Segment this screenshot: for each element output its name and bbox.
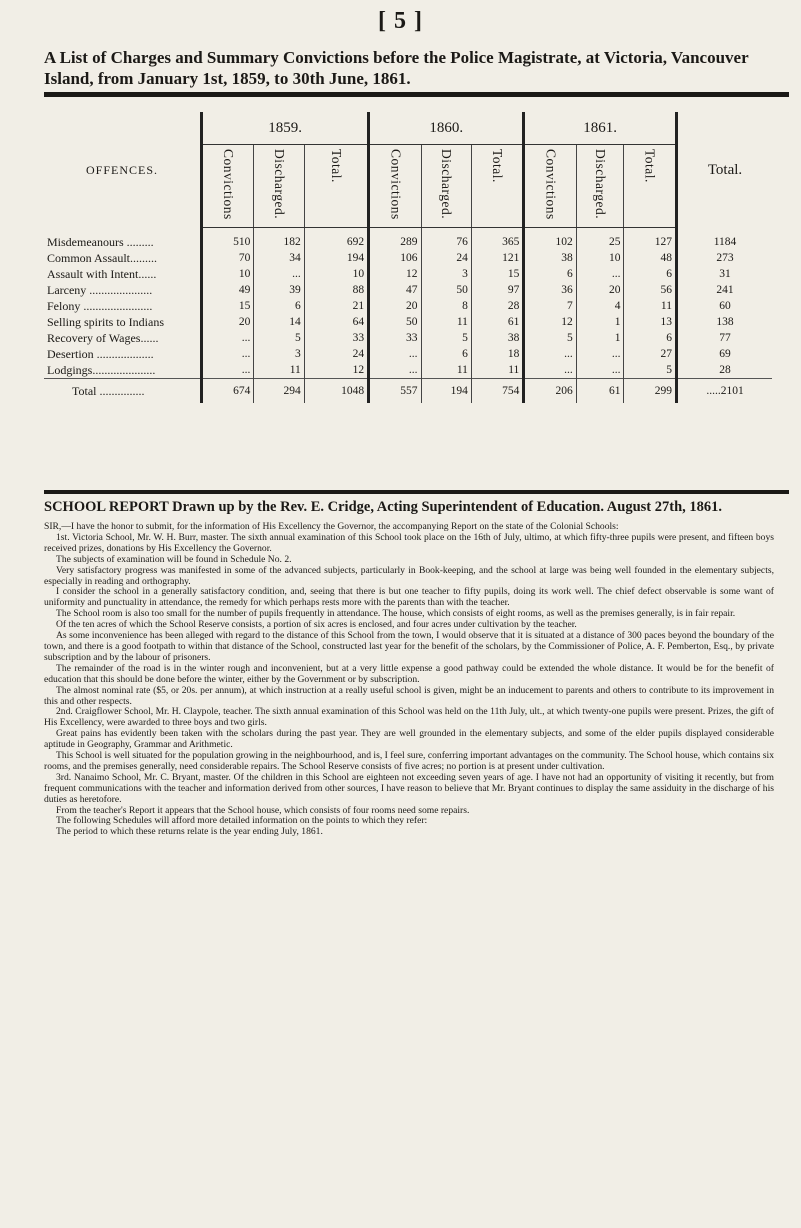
year-header-row — [44, 112, 772, 145]
table-cell: 3 — [254, 346, 304, 362]
table-cell: 88 — [304, 282, 368, 298]
table-cell: 12 — [304, 362, 368, 379]
table-cell: 10 — [202, 266, 254, 282]
table-cell: 34 — [254, 250, 304, 266]
table-cell: 11 — [421, 362, 471, 379]
table-cell: 5 — [254, 330, 304, 346]
table-cell: 8 — [421, 298, 471, 314]
table-cell: ... — [576, 346, 624, 362]
table-cell: 6 — [624, 330, 677, 346]
sub-header-convictions: Convictions — [202, 145, 254, 228]
table-cell: 38 — [524, 250, 576, 266]
table-cell: 6 — [624, 266, 677, 282]
table-cell: 7 — [524, 298, 576, 314]
total-row-label: Total ............... — [44, 379, 202, 404]
table-cell: 50 — [421, 282, 471, 298]
table-cell: 4 — [576, 298, 624, 314]
table-cell: 182 — [254, 228, 304, 251]
table-row — [44, 314, 772, 330]
table-cell: 20 — [576, 282, 624, 298]
table-cell: 11 — [421, 314, 471, 330]
table-cell: 5 — [524, 330, 576, 346]
sub-header-total: Total. — [304, 145, 368, 228]
table-cell: 61 — [471, 314, 523, 330]
offences-header: OFFENCES. — [85, 162, 159, 177]
table-cell: 127 — [624, 228, 677, 251]
sub-header-convictions: Convictions — [369, 145, 421, 228]
report-paragraph: 1st. Victoria School, Mr. W. H. Burr, master. The sixth annual examination of this School took place on the 16th of July, ultimo, at which fifty-three pupils were present, and fifteen boys received prizes, donations by His Excellency the Governor. — [44, 531, 774, 554]
report-paragraph: Very satisfactory progress was manifested in some of the advanced subjects, particularly in Book-keeping, and the school at large was being well founded in the elementary subjects, especially in reading and orthography. — [44, 564, 774, 587]
report-paragraph: Great pains has evidently been taken with the scholars during the past year. They are well grounded in the elementary subjects, and some of the elder pupils displayed considerable aptitude in Geography, Grammar and Arithmetic. — [44, 728, 774, 751]
total-cell: 754 — [471, 379, 523, 404]
table-cell: 3 — [421, 266, 471, 282]
table-cell: ... — [524, 362, 576, 379]
table-cell: 12 — [369, 266, 421, 282]
table-cell: 6 — [421, 346, 471, 362]
table-cell: 47 — [369, 282, 421, 298]
year-header-1861: 1861. — [524, 112, 677, 145]
table-cell: 692 — [304, 228, 368, 251]
report-paragraph: The School room is also too small for the number of pupils frequently in attendance. The house, which consists of eight rooms, as well as the premises generally, is in fair repair. — [56, 608, 736, 620]
table-cell: ... — [254, 266, 304, 282]
heading-rule — [44, 92, 789, 97]
offence-name: Assault with Intent...... — [47, 267, 157, 281]
table-cell: 12 — [524, 314, 576, 330]
table-cell: 6 — [254, 298, 304, 314]
table-cell: ... — [202, 330, 254, 346]
total-cell: 61 — [576, 379, 624, 404]
sub-header-total: Total. — [471, 145, 523, 228]
table-cell: 10 — [576, 250, 624, 266]
table-cell: 10 — [304, 266, 368, 282]
offence-name: Selling spirits to Indians — [47, 315, 164, 329]
report-paragraph: The almost nominal rate ($5, or 20s. per annum), at which instruction at a really useful school is given, might be an inducement to parents and others to contribute to its improvement in this and other respects. — [44, 684, 774, 707]
table-cell: 6 — [524, 266, 576, 282]
row-total-cell: 241 — [677, 282, 773, 298]
report-paragraph: As some inconvenience has been alleged with regard to the distance of this School from the town, I would observe that it is situated at a distance of 300 paces beyond the boundary of the town, and there is a good footpath to within that distance of the School, constructed last year for the benefit of the scholars, by the Commissioner of Police, A. F. Pemberton, Esq., by private subscription and by the labour of prisoners. — [44, 630, 774, 663]
table-cell: 38 — [471, 330, 523, 346]
report-paragraph: From the teacher's Report it appears that the School house, which consists of four rooms need some repairs. — [56, 804, 470, 816]
table-cell: 20 — [369, 298, 421, 314]
table-cell: 194 — [304, 250, 368, 266]
table-cell: 365 — [471, 228, 523, 251]
report-paragraph: This School is well situated for the population growing in the neighbourhood, and is, I feel sure, conferring important advantages on the community. The School house, which contains six rooms, and the premises generally, need considerable repairs. The School Reserve consists of five acres; no portion is at present under cultivation. — [44, 750, 774, 772]
report-paragraph: The remainder of the road is in the winter rough and inconvenient, but at a very little expense a good pathway could be extended the whole distance. It would be for the benefit of education that this should be done before the winter, either by the Government or by subscription. — [44, 662, 774, 685]
total-cell: 1048 — [304, 379, 368, 404]
row-total-cell: 138 — [677, 314, 773, 330]
row-total-cell: 77 — [677, 330, 773, 346]
table-cell: 5 — [624, 362, 677, 379]
table-row — [44, 228, 772, 251]
total-cell: 557 — [369, 379, 421, 404]
offence-name: Larceny ..................... — [47, 283, 153, 297]
sub-header-discharged: Discharged. — [254, 145, 304, 228]
row-total-cell: 28 — [677, 362, 773, 379]
total-cell: 299 — [624, 379, 677, 404]
offence-name: Common Assault......... — [47, 251, 158, 265]
total-cell: 206 — [524, 379, 576, 404]
report-paragraph: Of the ten acres of which the School Reserve consists, a portion of six acres is enclosed, and four acres under cultivation by the teacher. — [56, 619, 577, 631]
table-cell: 64 — [304, 314, 368, 330]
table-cell: 18 — [471, 346, 523, 362]
table-cell: ... — [369, 362, 421, 379]
report-title: SCHOOL REPORT Drawn up by the Rev. E. Cridge, Acting Superintendent of Education. August 27th, 1861. — [44, 499, 723, 515]
table-cell: ... — [202, 346, 254, 362]
table-cell: 70 — [202, 250, 254, 266]
report-paragraph: The period to which these returns relate is the year ending July, 1861. — [56, 826, 323, 838]
table-cell: 56 — [624, 282, 677, 298]
report-paragraph: SIR,—I have the honor to submit, for the information of His Excellency the Governor, the accompanying Report on the state of the Colonial Schools: — [44, 521, 619, 532]
table-row — [44, 330, 772, 346]
sub-header-discharged: Discharged. — [421, 145, 471, 228]
table-cell: 15 — [202, 298, 254, 314]
table-row — [44, 362, 772, 379]
table-cell: 28 — [471, 298, 523, 314]
year-header-1860: 1860. — [369, 112, 524, 145]
total-cell: 194 — [421, 379, 471, 404]
row-total-cell: 1184 — [677, 228, 773, 251]
table-total-row — [44, 379, 772, 404]
table-cell: 14 — [254, 314, 304, 330]
table-body — [44, 228, 772, 379]
table-cell: 48 — [624, 250, 677, 266]
table-cell: 121 — [471, 250, 523, 266]
table-row — [44, 266, 772, 282]
table-cell: 15 — [471, 266, 523, 282]
table-cell: 11 — [254, 362, 304, 379]
table-cell: 5 — [421, 330, 471, 346]
offence-name: Lodgings..................... — [47, 363, 156, 377]
table-row — [44, 298, 772, 314]
table-cell: 13 — [624, 314, 677, 330]
sub-header-total: Total. — [624, 145, 677, 228]
table-row — [44, 346, 772, 362]
total-header: Total. — [677, 112, 773, 228]
table-cell: 39 — [254, 282, 304, 298]
page-number: [ 5 ] — [378, 8, 423, 34]
table-cell: 76 — [421, 228, 471, 251]
table-cell: 11 — [471, 362, 523, 379]
table-cell: 1 — [576, 314, 624, 330]
table-cell: ... — [576, 362, 624, 379]
table-cell: 24 — [304, 346, 368, 362]
report-paragraph: The subjects of examination will be found in Schedule No. 2. — [56, 553, 292, 565]
school-report — [44, 498, 774, 838]
table-row — [44, 250, 772, 266]
grand-total-cell: .....2101 — [677, 379, 773, 404]
report-paragraph: 2nd. Craigflower School, Mr. H. Claypole, teacher. The sixth annual examination of this School was held on the 11th July, ult., at which twenty-one pupils were present. Prizes, the gift of His Excellency, were awarded to three boys and two girls. — [44, 706, 774, 729]
table-cell: 97 — [471, 282, 523, 298]
table-cell: 20 — [202, 314, 254, 330]
table-cell: 1 — [576, 330, 624, 346]
report-paragraph: 3rd. Nanaimo School, Mr. C. Bryant, master. Of the children in this School are eighteen not exceeding seven years of age. I have not had an opportunity of visiting it recently, but from frequent communications with the teacher and information derived from other sources, I have reason to believe that Mr. Bryant continues to display the same assiduity in the discharge of his duties as heretofore. — [44, 771, 774, 805]
table-cell: 21 — [304, 298, 368, 314]
offence-name: Desertion ................... — [47, 347, 154, 361]
sub-header-convictions: Convictions — [524, 145, 576, 228]
year-header-1859: 1859. — [202, 112, 369, 145]
table-cell: 50 — [369, 314, 421, 330]
table-cell: 49 — [202, 282, 254, 298]
table-bottom-rule — [44, 490, 789, 494]
table-cell: 25 — [576, 228, 624, 251]
charges-table — [44, 112, 772, 403]
report-paragraph: I consider the school in a generally satisfactory condition, and, seeing that there is but one teacher to fifty pupils, doing its work well. The chief defect observable is some want of uniformity and punctuality in attendance, the remedy for which perhaps rests more with the parents than with the teacher. — [44, 586, 774, 609]
total-cell: 674 — [202, 379, 254, 404]
table-cell: 33 — [304, 330, 368, 346]
report-paragraph: The following Schedules will afford more detailed information on the points to which they refer: — [56, 815, 428, 827]
row-total-cell: 31 — [677, 266, 773, 282]
offence-name: Felony ....................... — [47, 299, 153, 313]
report-body — [44, 522, 774, 838]
table-cell: 24 — [421, 250, 471, 266]
table-cell: ... — [369, 346, 421, 362]
table-cell: ... — [202, 362, 254, 379]
row-total-cell: 273 — [677, 250, 773, 266]
offence-name: Misdemeanours ......... — [47, 234, 154, 249]
table-cell: 11 — [624, 298, 677, 314]
offence-name: Recovery of Wages...... — [47, 331, 159, 345]
table-cell: 33 — [369, 330, 421, 346]
table-cell: 510 — [202, 228, 254, 251]
table-cell: ... — [576, 266, 624, 282]
table-cell: 36 — [524, 282, 576, 298]
table-row — [44, 282, 772, 298]
row-total-cell: 69 — [677, 346, 773, 362]
table-cell: 289 — [369, 228, 421, 251]
table-cell: 27 — [624, 346, 677, 362]
table-cell: ... — [524, 346, 576, 362]
sub-header-discharged: Discharged. — [576, 145, 624, 228]
table-cell: 106 — [369, 250, 421, 266]
row-total-cell: 60 — [677, 298, 773, 314]
total-cell: 294 — [254, 379, 304, 404]
table-heading: A List of Charges and Summary Convictions before the Police Magistrate, at Victoria, Vancouver Island, from January 1st, 1859, to 30th June, 1861. — [44, 48, 749, 88]
table-cell: 102 — [524, 228, 576, 251]
